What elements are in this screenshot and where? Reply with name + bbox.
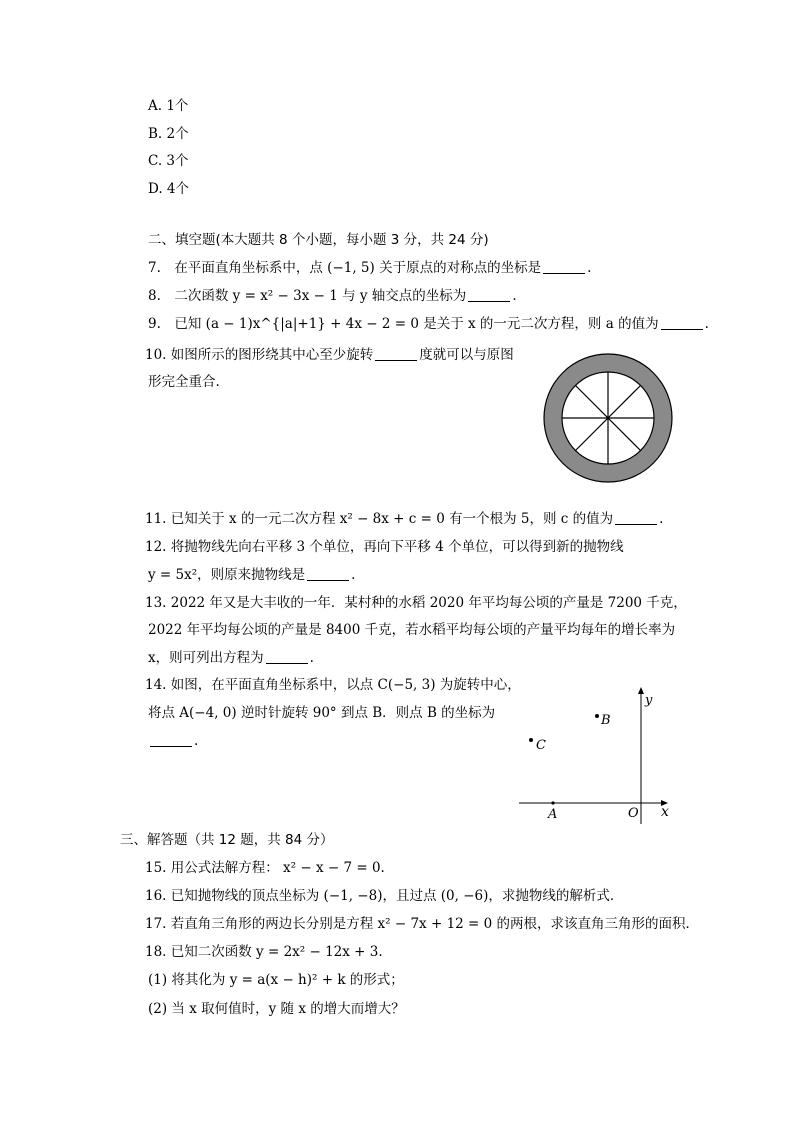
question-9: 9. 已知 (a − 1)x^{|a|+1} + 4x − 2 = 0 是关于 x 的一元二次方程，则 a 的值为 . — [148, 316, 709, 332]
question-10-cont: 形完全重合. — [148, 374, 220, 390]
origin-label: O — [628, 806, 639, 821]
point-a — [551, 801, 554, 804]
point-c — [529, 738, 533, 742]
question-8: 8. 二次函数 y = x² − 3x − 1 与 y 轴交点的坐标为 . — [148, 288, 517, 304]
question-18: 18. 已知二次函数 y = 2x² − 12x + 3. — [145, 944, 383, 960]
option-c: C. 3个 — [148, 153, 189, 169]
point-b — [595, 714, 599, 718]
point-b-label: B — [601, 713, 611, 728]
wheel-figure — [542, 352, 674, 484]
question-14-cont: 将点 A(−4, 0) 逆时针旋转 90° 到点 B．则点 B 的坐标为 — [148, 705, 496, 721]
option-d: D. 4个 — [148, 181, 190, 197]
question-11: 11. 已知关于 x 的一元二次方程 x² − 8x + c = 0 有一个根为 5，则 c 的值为 . — [145, 511, 664, 527]
x-axis-label: x — [661, 804, 669, 820]
question-14-blank: . — [148, 732, 198, 750]
question-12: 12. 将抛物线先向右平移 3 个单位，再向下平移 4 个单位，可以得到新的抛物线 — [145, 539, 624, 555]
section2-title: 二、填空题(本大题共 8 个小题，每小题 3 分，共 24 分) — [148, 232, 489, 248]
question-7: 7. 在平面直角坐标系中，点 (−1, 5) 关于原点的对称点的坐标是 . — [148, 260, 592, 276]
question-16: 16. 已知抛物线的顶点坐标为 (−1, −8)，且过点 (0, −6)，求抛物线的解析式． — [145, 888, 624, 904]
y-axis-label: y — [645, 693, 653, 708]
question-18-part1: (1) 将其化为 y = a(x − h)² + k 的形式； — [148, 972, 404, 988]
question-10: 10. 如图所示的图形绕其中心至少旋转 度就可以与原图 — [145, 347, 514, 363]
question-14: 14. 如图，在平面直角坐标系中，以点 C(−5, 3) 为旋转中心， — [145, 677, 521, 693]
question-12-cont: y = 5x²，则原来抛物线是 . — [148, 567, 356, 583]
question-17: 17. 若直角三角形的两边长分别是方程 x² − 7x + 12 = 0 的两根，求该直角三角形的面积． — [145, 916, 700, 932]
question-13-cont1: 2022 年平均每公顷的产量是 8400 千克，若水稻平均每公顷的产量平均每年的增长率为 — [148, 622, 676, 638]
coordinate-figure — [515, 686, 675, 826]
option-a: A. 1个 — [148, 98, 189, 114]
point-c-label: C — [536, 738, 546, 753]
question-18-part2: (2) 当 x 取何值时，y 随 x 的增大而增大？ — [148, 1001, 405, 1017]
point-a-label: A — [548, 807, 558, 822]
option-b: B. 2个 — [148, 126, 189, 142]
question-13: 13. 2022 年又是大丰收的一年．某村种的水稻 2020 年平均每公顷的产量是 7200 千克， — [145, 595, 687, 611]
section3-title: 三、解答题（共 12 题，共 84 分） — [120, 832, 334, 848]
question-13-cont2: x，则可列出方程为 . — [148, 650, 314, 666]
question-15: 15. 用公式法解方程： x² − x − 7 = 0. — [145, 860, 385, 876]
